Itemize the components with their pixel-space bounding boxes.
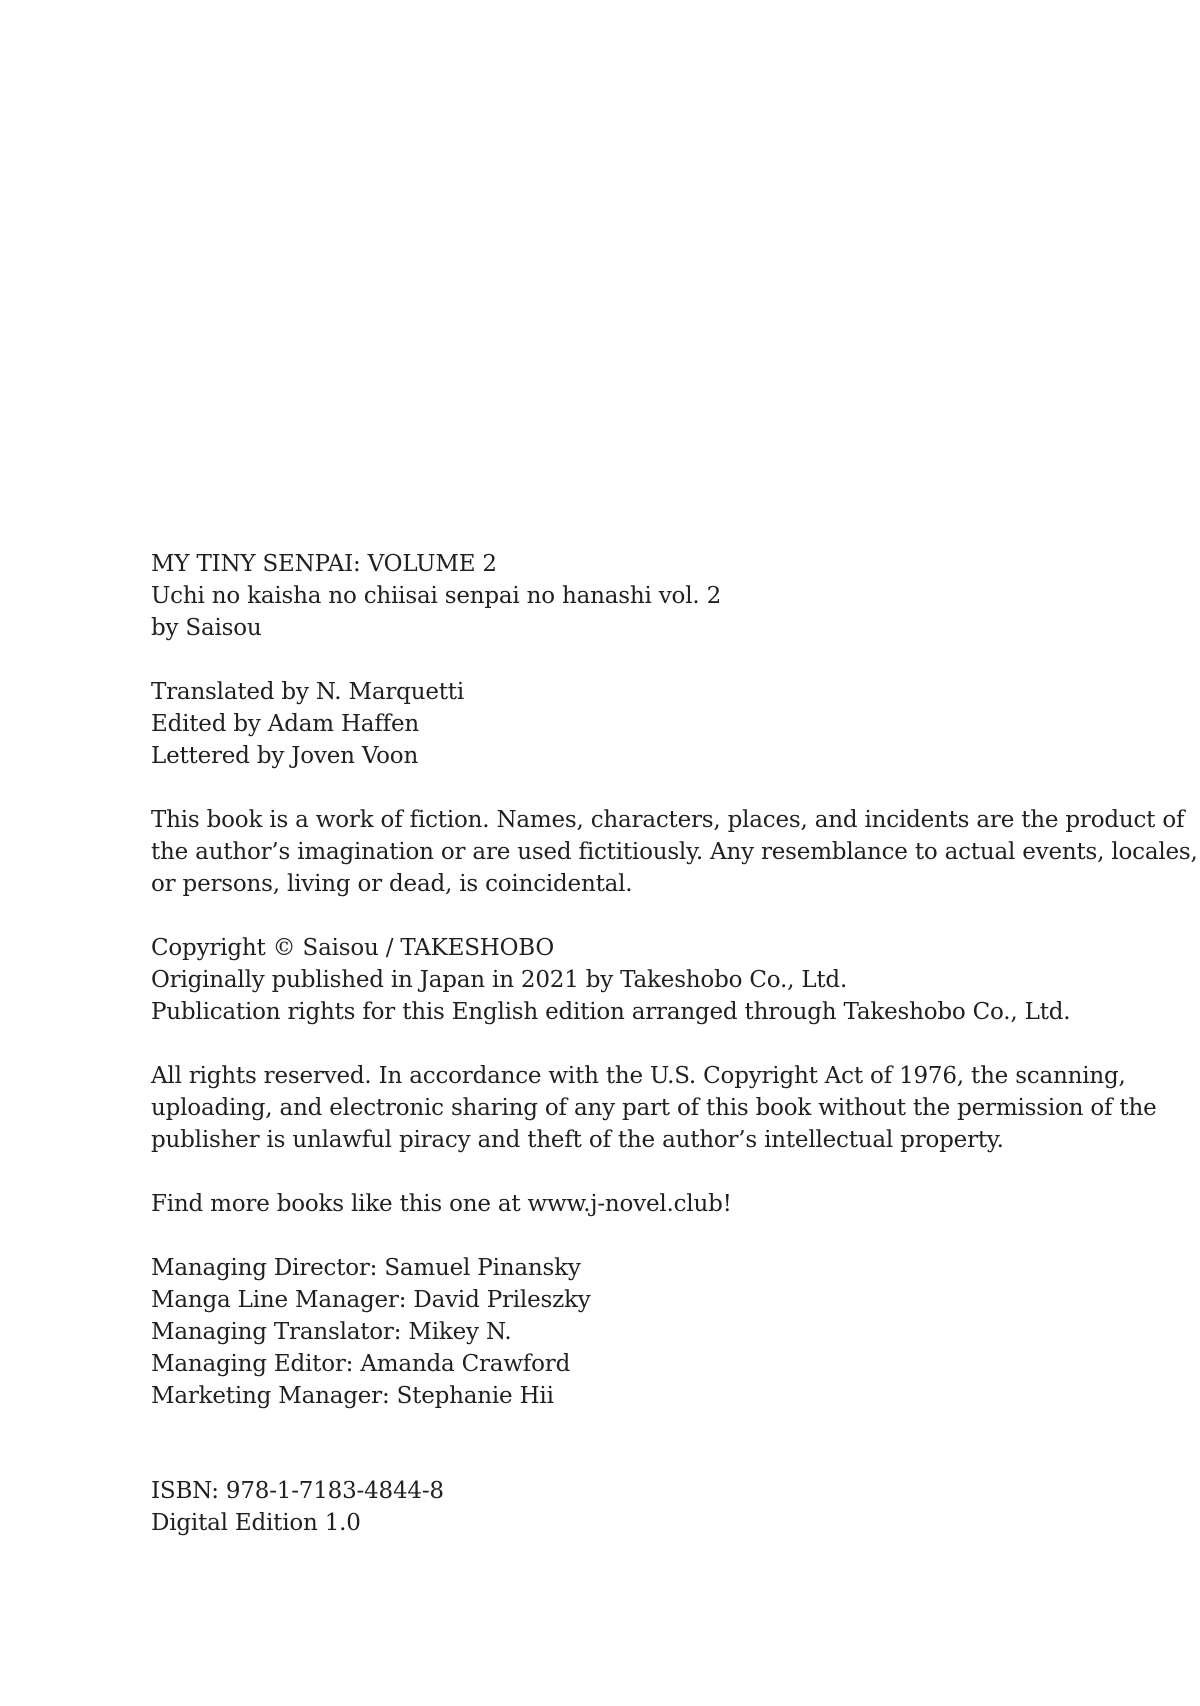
staff-entry: Managing Translator: Mikey N. — [151, 1319, 512, 1345]
find-more-line: Find more books like this one at www.j-novel.club! — [151, 1191, 732, 1217]
isbn-block — [151, 1475, 1151, 1539]
staff-list — [151, 1252, 1151, 1412]
find-more-block — [151, 1188, 1151, 1220]
translator-credit: Translated by N. Marquetti — [151, 679, 464, 705]
rights-notice — [151, 1060, 1157, 1156]
fiction-notice-line: This book is a work of fiction. Names, characters, places, and incidents are the product of — [151, 807, 1185, 833]
rights-notice-line: publisher is unlawful piracy and theft of the author’s intellectual property. — [151, 1127, 1004, 1153]
original-title: Uchi no kaisha no chiisai senpai no hanashi vol. 2 — [151, 583, 722, 609]
fiction-notice-line: or persons, living or dead, is coincidental. — [151, 871, 633, 897]
fiction-notice-line: the author’s imagination or are used fictitiously. Any resemblance to actual events, locales, — [151, 839, 1198, 865]
editor-credit: Edited by Adam Haffen — [151, 711, 419, 737]
letterer-credit: Lettered by Joven Voon — [151, 743, 419, 769]
publication-rights-line: Publication rights for this English edition arranged through Takeshobo Co., Ltd. — [151, 999, 1071, 1025]
title-block — [151, 548, 1151, 644]
rights-notice-line: uploading, and electronic sharing of any part of this book without the permission of the — [151, 1095, 1157, 1121]
book-title: MY TINY SENPAI: VOLUME 2 — [151, 551, 497, 577]
isbn-line: ISBN: 978-1-7183-4844-8 — [151, 1478, 444, 1504]
staff-entry: Manga Line Manager: David Prileszky — [151, 1287, 591, 1313]
original-publication-line: Originally published in Japan in 2021 by Takeshobo Co., Ltd. — [151, 967, 848, 993]
copyright-block — [151, 932, 1151, 1028]
credits-block — [151, 676, 1151, 772]
rights-notice-line: All rights reserved. In accordance with the U.S. Copyright Act of 1976, the scanning, — [151, 1063, 1126, 1089]
edition-line: Digital Edition 1.0 — [151, 1510, 361, 1536]
staff-entry: Managing Director: Samuel Pinansky — [151, 1255, 581, 1281]
author-line: by Saisou — [151, 615, 262, 641]
staff-entry: Managing Editor: Amanda Crawford — [151, 1351, 571, 1377]
copyright-line: Copyright © Saisou / TAKESHOBO — [151, 935, 555, 961]
fiction-notice — [151, 804, 1198, 900]
staff-entry: Marketing Manager: Stephanie Hii — [151, 1383, 554, 1409]
